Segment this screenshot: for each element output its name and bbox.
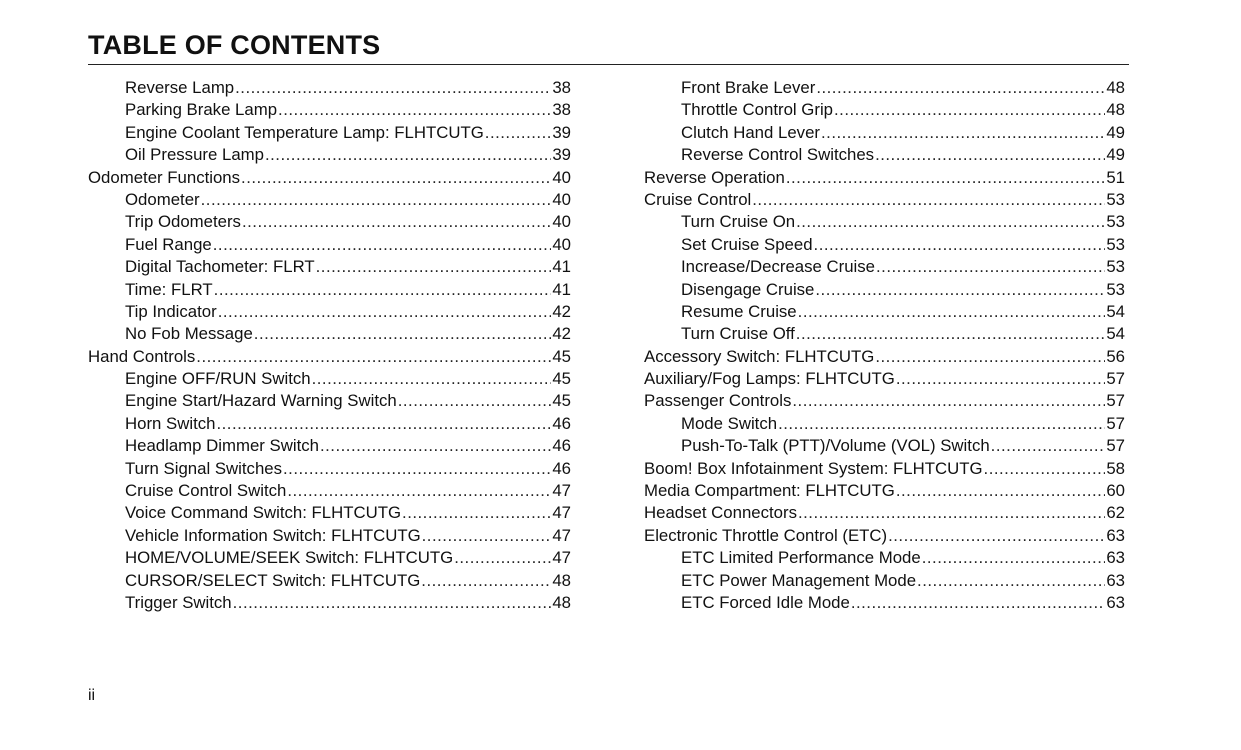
toc-entry[interactable] [644, 77, 1125, 99]
toc-entry-page: 42 [552, 324, 571, 344]
toc-entry-label: Odometer Functions [88, 167, 241, 187]
dot-leader [235, 77, 551, 99]
toc-entry-label: Turn Signal Switches [125, 458, 283, 478]
toc-entry-label: Boom! Box Infotainment System: FLHTCUTG [644, 458, 983, 478]
toc-entry[interactable] [88, 301, 571, 323]
dot-leader [796, 211, 1105, 233]
toc-entry[interactable] [88, 279, 571, 301]
dot-leader [798, 502, 1105, 524]
toc-entry[interactable] [88, 122, 571, 144]
toc-entry-label: Media Compartment: FLHTCUTG [644, 481, 895, 501]
toc-entry[interactable] [88, 99, 571, 121]
toc-entry-page: 62 [1106, 503, 1125, 523]
dot-leader [796, 323, 1106, 345]
toc-entry-page: 51 [1106, 167, 1125, 187]
toc-entry-page: 57 [1106, 413, 1125, 433]
dot-leader [888, 525, 1105, 547]
toc-entry[interactable] [88, 413, 571, 435]
toc-entry-page: 58 [1106, 458, 1125, 478]
dot-leader [834, 99, 1105, 121]
toc-entry[interactable] [644, 592, 1125, 614]
toc-entry-page: 41 [552, 257, 571, 277]
dot-leader [398, 390, 552, 412]
toc-entry-page: 40 [552, 212, 571, 232]
toc-entry[interactable] [644, 413, 1125, 435]
toc-entry-label: Trigger Switch [125, 592, 232, 612]
toc-entry-label: Cruise Control Switch [125, 481, 287, 501]
toc-entry-label: ETC Limited Performance Mode [681, 548, 921, 568]
toc-entry-label: Throttle Control Grip [681, 100, 834, 120]
toc-entry-page: 47 [552, 503, 571, 523]
toc-entry[interactable] [644, 189, 1125, 211]
dot-leader [798, 301, 1106, 323]
dot-leader [896, 480, 1105, 502]
dot-leader [242, 211, 551, 233]
toc-entry-page: 41 [552, 279, 571, 299]
toc-entry-label: HOME/VOLUME/SEEK Switch: FLHTCUTG [125, 548, 454, 568]
toc-entry[interactable] [644, 279, 1125, 301]
toc-entry[interactable] [644, 346, 1125, 368]
toc-entry-label: Headset Connectors [644, 503, 797, 523]
toc-entry-page: 56 [1106, 346, 1125, 366]
toc-entry[interactable] [88, 234, 571, 256]
toc-entry-label: Engine OFF/RUN Switch [125, 369, 311, 389]
toc-entry[interactable] [88, 480, 571, 502]
toc-entry[interactable] [644, 122, 1125, 144]
dot-leader [254, 323, 552, 345]
toc-entry-label: ETC Power Management Mode [681, 570, 917, 590]
toc-entry-label: Oil Pressure Lamp [125, 145, 264, 165]
toc-entry[interactable] [644, 99, 1125, 121]
dot-leader [814, 234, 1106, 256]
toc-entry[interactable] [88, 77, 571, 99]
toc-entry-page: 42 [552, 301, 571, 321]
toc-entry[interactable] [88, 390, 571, 412]
dot-leader [816, 77, 1105, 99]
dot-leader [984, 458, 1106, 480]
dot-leader [421, 570, 551, 592]
toc-entry-page: 45 [552, 369, 571, 389]
dot-leader [283, 458, 551, 480]
toc-entry[interactable] [644, 368, 1125, 390]
dot-leader [214, 279, 552, 301]
toc-entry[interactable] [88, 144, 571, 166]
dot-leader [752, 189, 1105, 211]
toc-entry-label: Reverse Lamp [125, 78, 235, 97]
toc-entry[interactable] [88, 189, 571, 211]
toc-entry-page: 46 [552, 413, 571, 433]
toc-entry-label: CURSOR/SELECT Switch: FLHTCUTG [125, 570, 421, 590]
toc-entry-page: 53 [1106, 234, 1125, 254]
toc-entry[interactable] [88, 256, 571, 278]
toc-entry-page: 53 [1106, 189, 1125, 209]
toc-entry[interactable] [644, 502, 1125, 524]
toc-entry[interactable] [644, 256, 1125, 278]
toc-entry-page: 47 [552, 481, 571, 501]
title-divider [88, 64, 1129, 65]
toc-right-column [644, 77, 1125, 614]
toc-entry-page: 53 [1106, 257, 1125, 277]
toc-entry-label: Hand Controls [88, 346, 196, 366]
toc-entry-page: 38 [552, 78, 571, 97]
toc-entry-page: 49 [1106, 145, 1125, 165]
dot-leader [316, 256, 552, 278]
toc-entry-label: Time: FLRT [125, 279, 213, 299]
toc-entry[interactable] [88, 167, 571, 189]
toc-entry[interactable] [88, 458, 571, 480]
toc-entry-label: Tip Indicator [125, 301, 217, 321]
toc-entry-label: Clutch Hand Lever [681, 122, 820, 142]
toc-entry-label: Cruise Control [644, 189, 752, 209]
dot-leader [233, 592, 552, 614]
toc-entry-label: Turn Cruise Off [681, 324, 795, 344]
dot-leader [320, 435, 551, 457]
toc-entry[interactable] [644, 547, 1125, 569]
toc-entry-page: 45 [552, 391, 571, 411]
dot-leader [312, 368, 552, 390]
toc-entry[interactable] [644, 211, 1125, 233]
toc-entry[interactable] [88, 570, 571, 592]
toc-entry-label: Turn Cruise On [681, 212, 796, 232]
toc-entry[interactable] [644, 480, 1125, 502]
toc-entry-page: 57 [1106, 369, 1125, 389]
toc-entry-label: Passenger Controls [644, 391, 792, 411]
toc-entry[interactable] [88, 547, 571, 569]
toc-entry-page: 47 [552, 525, 571, 545]
toc-entry-label: Push-To-Talk (PTT)/Volume (VOL) Switch [681, 436, 990, 456]
toc-entry-label: Headlamp Dimmer Switch [125, 436, 319, 456]
toc-entry-page: 63 [1106, 548, 1125, 568]
toc-entry-page: 63 [1106, 570, 1125, 590]
toc-entry-page: 54 [1106, 301, 1125, 321]
toc-entry[interactable] [644, 144, 1125, 166]
toc-entry-page: 63 [1106, 592, 1125, 612]
toc-entry-label: Parking Brake Lamp [125, 100, 278, 120]
toc-entry-label: No Fob Message [125, 324, 253, 344]
toc-entry-label: Voice Command Switch: FLHTCUTG [125, 503, 402, 523]
toc-entry-label: Resume Cruise [681, 301, 797, 321]
dot-leader [896, 368, 1105, 390]
dot-leader [216, 413, 551, 435]
toc-entry-label: Odometer [125, 189, 200, 209]
toc-entry-page: 48 [1106, 78, 1125, 97]
toc-entry[interactable] [88, 502, 571, 524]
toc-entry-page: 38 [552, 100, 571, 120]
toc-entry-page: 53 [1106, 212, 1125, 232]
toc-entry[interactable] [88, 368, 571, 390]
toc-entry[interactable] [644, 525, 1125, 547]
toc-entry-page: 53 [1106, 279, 1125, 299]
dot-leader [278, 99, 551, 121]
toc-entry[interactable] [88, 346, 571, 368]
dot-leader [218, 301, 552, 323]
dot-leader [265, 144, 551, 166]
toc-entry[interactable] [644, 323, 1125, 345]
dot-leader [786, 167, 1105, 189]
dot-leader [875, 144, 1105, 166]
page-number: ii [88, 687, 96, 704]
toc-entry-page: 60 [1106, 481, 1125, 501]
toc-left-column [88, 77, 571, 614]
toc-entry-label: Digital Tachometer: FLRT [125, 257, 315, 277]
toc-entry-page: 40 [552, 234, 571, 254]
toc-entry-page: 48 [552, 592, 571, 612]
toc-entry[interactable] [644, 458, 1125, 480]
dot-leader [875, 346, 1105, 368]
toc-entry[interactable] [644, 167, 1125, 189]
toc-entry-page: 40 [552, 167, 571, 187]
toc-entry-label: Horn Switch [125, 413, 216, 433]
toc-entry-label: Engine Coolant Temperature Lamp: FLHTCUTG [125, 122, 484, 142]
toc-entry-label: Auxiliary/Fog Lamps: FLHTCUTG [644, 369, 895, 389]
dot-leader [792, 390, 1105, 412]
toc-entry-label: Disengage Cruise [681, 279, 815, 299]
toc-entry-label: Trip Odometers [125, 212, 241, 232]
toc-entry[interactable] [644, 301, 1125, 323]
toc-entry-page: 48 [552, 570, 571, 590]
toc-entry[interactable] [88, 435, 571, 457]
toc-entry[interactable] [644, 435, 1125, 457]
toc-entry-label: Electronic Throttle Control (ETC) [644, 525, 888, 545]
dot-leader [778, 413, 1105, 435]
dot-leader [422, 525, 552, 547]
toc-entry-label: Reverse Control Switches [681, 145, 875, 165]
toc-entry-label: Engine Start/Hazard Warning Switch [125, 391, 397, 411]
toc-entry-label: Mode Switch [681, 413, 778, 433]
dot-leader [241, 167, 551, 189]
toc-entry-label: Set Cruise Speed [681, 234, 813, 254]
toc-entry-label: Fuel Range [125, 234, 212, 254]
toc-entry[interactable] [644, 570, 1125, 592]
dot-leader [213, 234, 552, 256]
toc-entry-page: 48 [1106, 100, 1125, 120]
toc-entry-label: Increase/Decrease Cruise [681, 257, 876, 277]
toc-entry-page: 46 [552, 436, 571, 456]
toc-entry-page: 39 [552, 145, 571, 165]
toc-entry[interactable] [644, 234, 1125, 256]
toc-entry-page: 47 [552, 548, 571, 568]
toc-entry-label: Vehicle Information Switch: FLHTCUTG [125, 525, 421, 545]
dot-leader [876, 256, 1105, 278]
toc-entry-page: 54 [1106, 324, 1125, 344]
dot-leader [821, 122, 1105, 144]
toc-entry-label: Reverse Operation [644, 167, 785, 187]
toc-entry[interactable] [88, 525, 571, 547]
toc-entry-page: 46 [552, 458, 571, 478]
toc-entry-label: Front Brake Lever [681, 78, 816, 97]
toc-entry[interactable] [88, 211, 571, 233]
toc-entry-page: 57 [1106, 436, 1125, 456]
toc-entry-page: 49 [1106, 122, 1125, 142]
toc-entry[interactable] [88, 323, 571, 345]
dot-leader [851, 592, 1106, 614]
dot-leader [196, 346, 551, 368]
dot-leader [485, 122, 552, 144]
dot-leader [287, 480, 551, 502]
dot-leader [454, 547, 551, 569]
toc-entry[interactable] [644, 390, 1125, 412]
dot-leader [815, 279, 1105, 301]
page-title: TABLE OF CONTENTS [88, 30, 381, 60]
toc-entry-page: 57 [1106, 391, 1125, 411]
toc-entry-label: Accessory Switch: FLHTCUTG [644, 346, 875, 366]
toc-entry-page: 45 [552, 346, 571, 366]
dot-leader [917, 570, 1105, 592]
dot-leader [402, 502, 551, 524]
toc-entry-label: ETC Forced Idle Mode [681, 592, 850, 612]
dot-leader [922, 547, 1106, 569]
toc-entry-page: 63 [1106, 525, 1125, 545]
dot-leader [991, 435, 1106, 457]
toc-entry-page: 39 [552, 122, 571, 142]
toc-entry-page: 40 [552, 189, 571, 209]
dot-leader [201, 189, 552, 211]
toc-entry[interactable] [88, 592, 571, 614]
